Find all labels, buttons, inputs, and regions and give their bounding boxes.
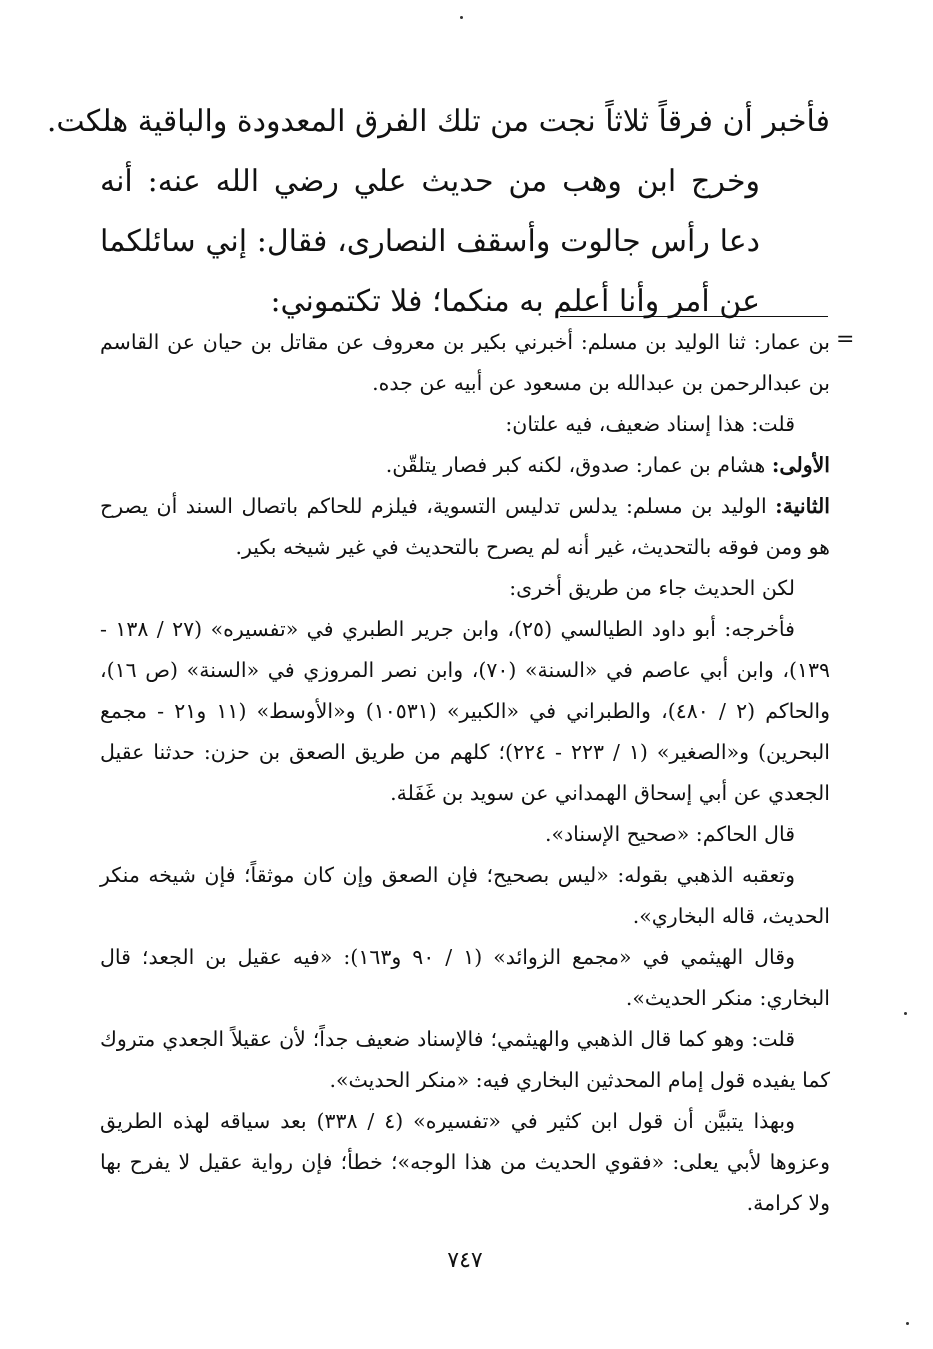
main-paragraph-1: فأخبر أن فرقاً ثلاثاً نجت من تلك الفرق المعدودة والباقية هلكت.	[46, 104, 830, 139]
footnote-paragraph: قال الحاكم: «صحيح الإسناد».	[544, 822, 795, 846]
scan-speck	[904, 1012, 907, 1015]
footnote-paragraph: بن عمار: ثنا الوليد بن مسلم: أخبرني بكير بن معروف عن مقاتل بن حيان عن القاسم بن عبدالرحمن بن عبدالله بن مسعود عن أبيه عن جده.	[100, 330, 830, 395]
footnotes	[100, 322, 830, 1224]
footnote-paragraph: لكن الحديث جاء من طريق أخرى:	[509, 576, 795, 600]
footnote-paragraph: قلت: هذا إسناد ضعيف، فيه علتان:	[505, 412, 795, 436]
footnote-text: هشام بن عمار: صدوق، لكنه كبر فصار يتلقّن.	[385, 453, 772, 477]
footnote-lead-word: الأولى:	[771, 453, 830, 477]
footnote-paragraph: فأخرجه: أبو داود الطيالسي (٢٥)، وابن جرير الطبري في «تفسيره» (٢٧ / ١٣٨ - ١٣٩)، وابن أبي عاصم في «السنة» (٧٠)، وابن نصر المروزي في «السنة» (ص ١٦)، والحاكم (٢ / ٤٨٠)، والطبراني في «الكبير» (١٠٥٣١) و«الأوسط» (١١ و٢١ - مجمع البحرين) و«الصغير» (١ / ٢٢٣ - ٢٢٤)؛ كلهم من طريق الصعق بن حزن: حدثنا عقيل الجعدي عن أبي إسحاق الهمداني عن سويد بن غَفَلة.	[100, 617, 830, 805]
footnote-paragraph: وقال الهيثمي في «مجمع الزوائد» (١ / ٩٠ و١٦٣): «فيه عقيل بن الجعد؛ قال البخاري: منكر الحديث».	[100, 945, 830, 1010]
page-number: ٧٤٧	[447, 1248, 483, 1273]
footnote-paragraph: وبهذا يتبيَّن أن قول ابن كثير في «تفسيره» (٤ / ٣٣٨) بعد سياقه لهذه الطريق وعزوها لأبي يعلى: «فقوي الحديث من هذا الوجه»؛ خطأ؛ فإن رواية عقيل لا يفرح بها ولا كرامة.	[100, 1109, 830, 1215]
footnote-separator	[560, 316, 828, 317]
footnote-lead-word: الثانية:	[775, 494, 830, 518]
footnote-paragraph: وتعقبه الذهبي بقوله: «ليس بصحيح؛ فإن الصعق وإن كان موثقاً؛ فإن شيخه منكر الحديث، قاله البخاري».	[100, 863, 830, 928]
footnote-paragraph: قلت: وهو كما قال الذهبي والهيثمي؛ فالإسناد ضعيف جداً؛ لأن عقيلاً الجعدي متروك كما يفيده قول إمام المحدثين البخاري فيه: «منكر الحديث».	[100, 1027, 830, 1092]
main-paragraph-2: وخرج ابن وهب من حديث علي رضي الله عنه: أنه دعا رأس جالوت وأسقف النصارى، فقال: إني سائلكما عن أمر وأنا أعلم به منكما؛ فلا تكتموني:	[100, 164, 760, 319]
main-text	[46, 92, 830, 332]
footnote-continuation-mark: =	[836, 327, 855, 352]
footnote-paragraph	[100, 486, 830, 568]
footnote-paragraph	[100, 445, 830, 486]
scan-speck	[906, 1322, 909, 1325]
scan-speck	[460, 16, 463, 19]
footnote-text: الوليد بن مسلم: يدلس تدليس التسوية، فيلزم للحاكم باتصال السند أن يصرح هو ومن فوقه بالتحديث، غير أنه لم يصرح بالتحديث في غير شيخه بكير.	[100, 494, 830, 559]
